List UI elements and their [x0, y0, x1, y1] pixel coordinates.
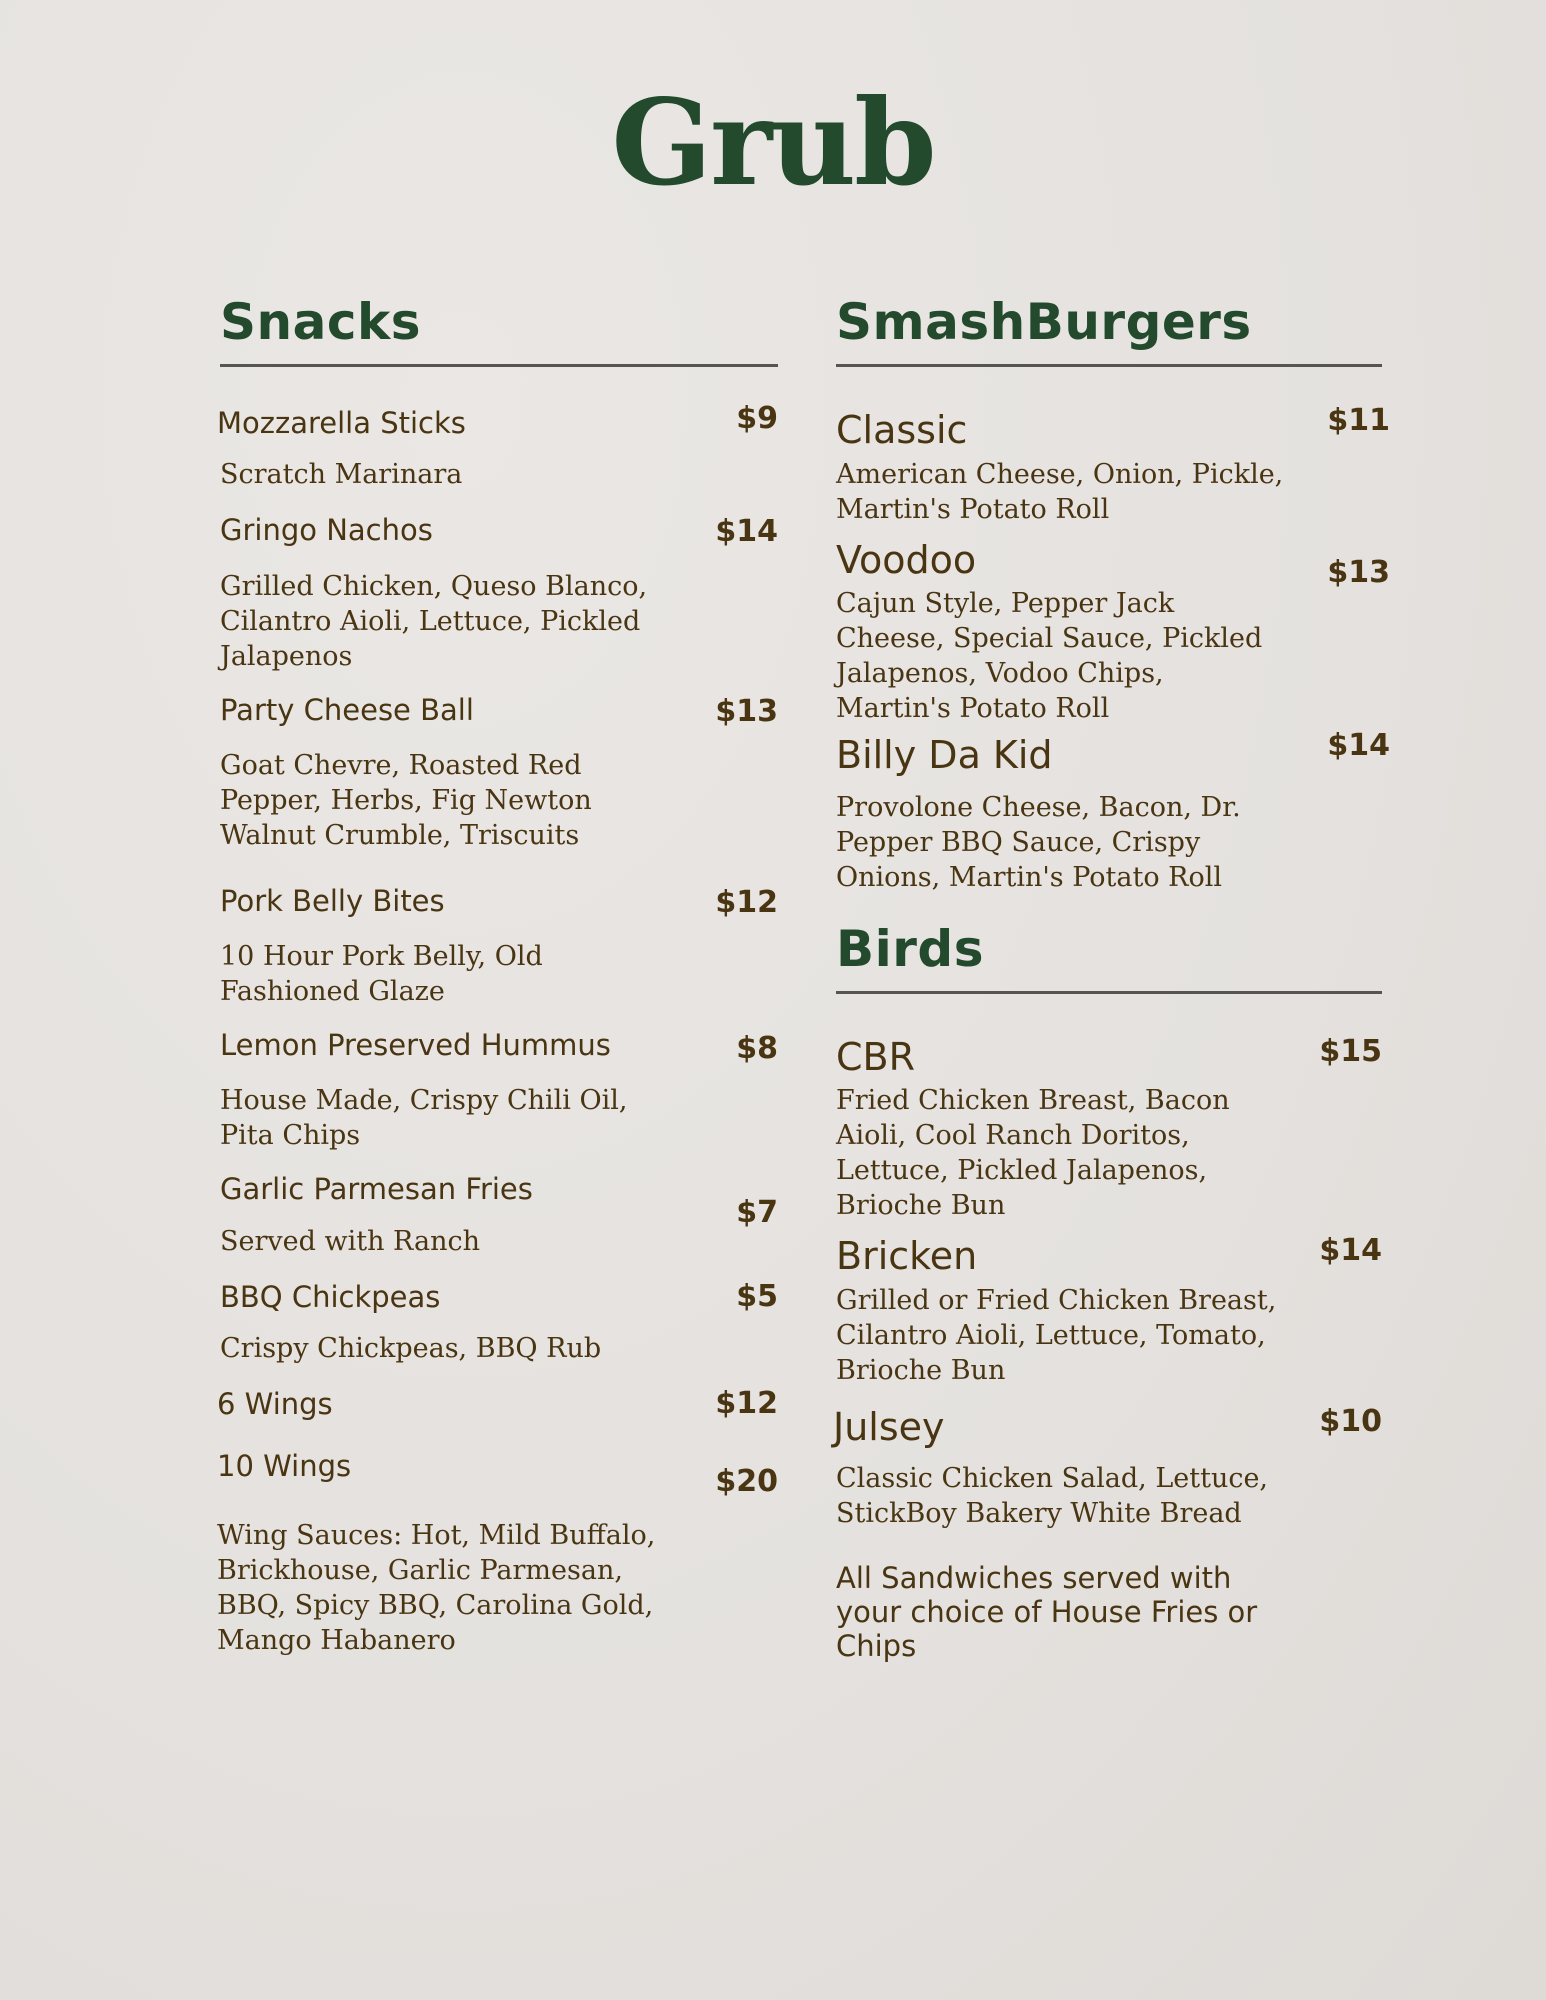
menu-item [220, 1027, 778, 1153]
item-description: Grilled or Fried Chicken Breast, Cilantro Aioli, Lettuce, Tomato, Brioche Bun [836, 1284, 1277, 1386]
item-description: House Made, Crispy Chili Oil, Pita Chips [220, 1085, 628, 1152]
menu-item [220, 883, 778, 1009]
item-description: Goat Chevre, Roasted Red Pepper, Herbs, Fig Newton Walnut Crumble, Triscuits [220, 749, 592, 851]
item-name: Garlic Parmesan Fries [220, 1172, 533, 1207]
item-description: American Cheese, Onion, Pickle, Martin's Potato Roll [836, 458, 1284, 525]
menu-item [836, 728, 1390, 895]
item-price: $10 [1319, 1403, 1382, 1439]
item-price: $14 [715, 514, 778, 550]
item-price: $13 [1327, 554, 1390, 590]
item-name: BBQ Chickpeas [220, 1279, 441, 1314]
item-description: 10 Hour Pork Belly, Old Fashioned Glaze [220, 941, 543, 1007]
item-name: Classic [836, 408, 968, 452]
item-price: $14 [1319, 1233, 1382, 1268]
item-price: $5 [736, 1278, 778, 1314]
item-name: Gringo Nachos [220, 513, 433, 548]
item-price: $9 [736, 401, 778, 436]
item-description: Crispy Chickpeas, BBQ Rub [220, 1332, 602, 1364]
menu-item [836, 1034, 1382, 1224]
snacks-section [217, 288, 778, 1658]
item-name: Julsey [833, 1404, 945, 1449]
item-name: Pork Belly Bites [220, 883, 445, 918]
menu-item [217, 1448, 778, 1658]
item-price: $8 [736, 1031, 778, 1066]
item-description: Classic Chicken Salad, Lettuce, StickBoy Bakery White Bread [836, 1463, 1269, 1529]
sides-note: All Sandwiches served with your choice of House Fries or Chips [836, 1561, 1258, 1663]
smashburgers-divider [836, 364, 1382, 367]
smashburgers-heading: SmashBurgers [836, 293, 1252, 351]
item-name: Billy Da Kid [836, 733, 1053, 777]
menu-item [836, 537, 1390, 727]
menu-item [220, 512, 778, 673]
item-price: $13 [715, 693, 778, 729]
birds-heading: Birds [836, 919, 984, 978]
menu-item [836, 1233, 1382, 1388]
item-name: Mozzarella Sticks [217, 406, 466, 440]
menu-title: Grub [611, 73, 935, 212]
item-name: Lemon Preserved Hummus [220, 1028, 611, 1062]
item-price: $20 [715, 1464, 778, 1499]
menu-item [220, 692, 778, 853]
item-description: Wing Sauces: Hot, Mild Buffalo, Brickhouse, Garlic Parmesan, BBQ, Spicy BBQ, Carolina Gold, Mango Habanero [217, 1520, 656, 1657]
menu-item [217, 1385, 778, 1422]
item-price: $14 [1327, 728, 1390, 763]
item-name: Bricken [836, 1234, 978, 1278]
smashburgers-section [833, 288, 1390, 1663]
item-price: $12 [715, 884, 778, 920]
snacks-heading: Snacks [220, 293, 421, 351]
item-name: CBR [836, 1034, 916, 1079]
menu-item [217, 401, 778, 492]
menu-item [220, 1279, 778, 1366]
item-name: 6 Wings [217, 1386, 333, 1421]
item-description: Served with Ranch [220, 1225, 480, 1257]
birds-section [833, 915, 1382, 1664]
menu-item [220, 1171, 778, 1258]
item-price: $15 [1319, 1033, 1382, 1069]
item-description: Cajun Style, Pepper Jack Cheese, Special Sauce, Pickled Jalapenos, Vodoo Chips, Martin's Potato Roll [836, 588, 1263, 724]
item-name: 10 Wings [217, 1449, 352, 1483]
snacks-divider [220, 364, 778, 367]
item-description: Fried Chicken Breast, Bacon Aioli, Cool Ranch Doritos, Lettuce, Pickled Jalapenos, Brioche Bun [836, 1085, 1230, 1221]
item-price: $11 [1327, 403, 1390, 438]
item-name: Party Cheese Ball [220, 692, 474, 727]
menu-item [836, 403, 1390, 527]
item-description: Provolone Cheese, Bacon, Dr. Pepper BBQ Sauce, Crispy Onions, Martin's Potato Roll [836, 791, 1241, 893]
item-name: Voodoo [836, 537, 977, 582]
item-price: $12 [715, 1385, 778, 1421]
menu-item [833, 1403, 1382, 1532]
birds-divider [836, 991, 1382, 994]
item-price: $7 [736, 1195, 778, 1231]
item-description: Grilled Chicken, Queso Blanco, Cilantro Aioli, Lettuce, Pickled Jalapenos [220, 570, 648, 672]
item-description: Scratch Marinara [220, 459, 463, 491]
